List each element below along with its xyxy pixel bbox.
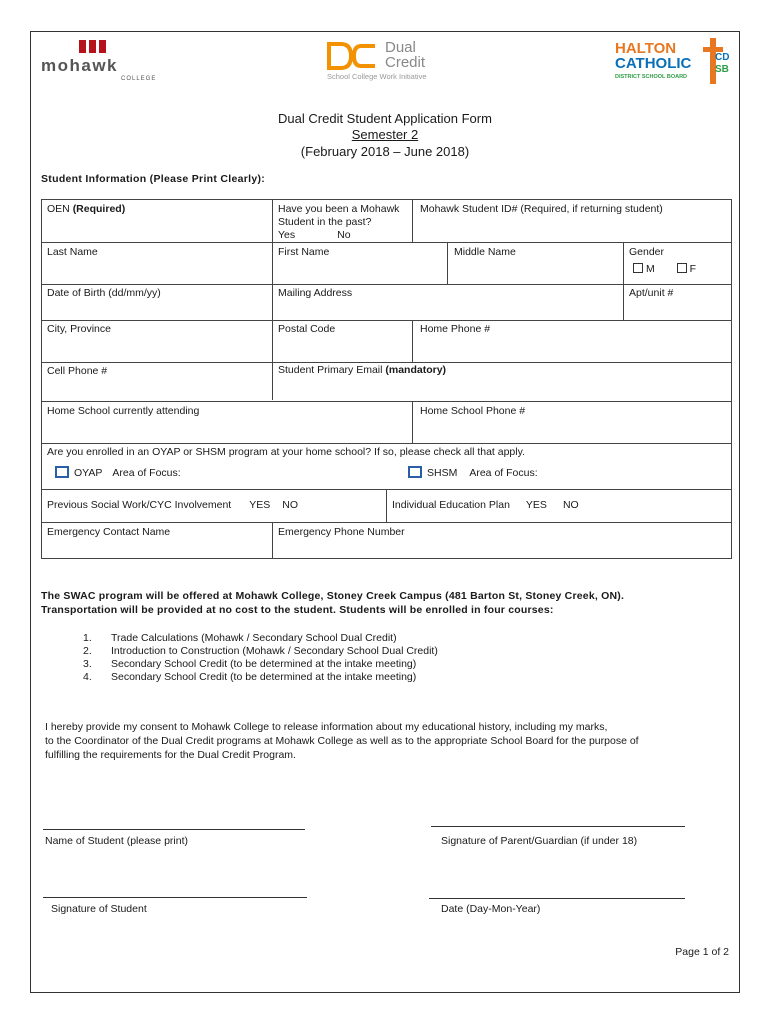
date-label: Date (Day-Mon-Year) — [441, 903, 541, 915]
district-board-word: DISTRICT SCHOOL BOARD — [615, 74, 688, 80]
dual-credit-sub: School College Work Initiative — [327, 72, 427, 81]
parent-signature-line[interactable] — [431, 826, 685, 827]
course-list — [83, 632, 438, 684]
date-line[interactable] — [429, 898, 685, 899]
postal-label: Postal Code — [278, 323, 336, 335]
gender-m-checkbox[interactable]: M — [633, 263, 655, 275]
date-range: (February 2018 – June 2018) — [300, 144, 470, 159]
catholic-word: CATHOLIC — [615, 55, 692, 72]
program-info-line-1: The SWAC program will be offered at Mohawk College, Stoney Creek Campus (481 Barton St, Stoney Creek, ON). — [41, 590, 625, 602]
mohawk-college-logo — [37, 36, 157, 84]
gender-options — [633, 263, 696, 276]
city-label: City, Province — [47, 323, 111, 335]
middle-name-label: Middle Name — [454, 246, 516, 258]
page-number: Page 1 of 2 — [675, 946, 729, 958]
dual-credit-word-1: Dual — [385, 39, 416, 56]
past-yes-option[interactable]: Yes — [278, 229, 296, 241]
email-label: Student Primary Email (mandatory) — [278, 364, 447, 376]
parent-signature-label: Signature of Parent/Guardian (if under 18) — [441, 835, 638, 847]
student-signature-line[interactable] — [43, 897, 307, 898]
prev-social-yes[interactable]: YES — [249, 499, 271, 511]
prev-social-label: Previous Social Work/CYC Involvement YES NO — [47, 499, 298, 511]
dual-credit-word-2: Credit — [385, 54, 426, 71]
first-name-label: First Name — [278, 246, 330, 258]
emergency-name-label: Emergency Contact Name — [47, 526, 171, 538]
oyap-question: Are you enrolled in an OYAP or SHSM program at your home school? If so, please check all that apply. — [47, 446, 525, 458]
program-info-line-2: Transportation will be provided at no cost to the student. Students will be enrolled in four courses: — [41, 604, 554, 616]
dob-label: Date of Birth (dd/mm/yy) — [47, 287, 161, 299]
gender-f-checkbox[interactable]: F — [677, 263, 696, 275]
form-title: Dual Credit Student Application Form — [278, 111, 492, 126]
dual-credit-logo — [327, 40, 457, 84]
form-page — [30, 31, 740, 993]
iep-yes[interactable]: YES — [525, 499, 547, 511]
iep-no[interactable]: NO — [562, 499, 579, 511]
consent-paragraph: I hereby provide my consent to Mohawk College to release information about my educational history, including my marks, to the Coordinator of the Dual Credit programs at Mohawk College as well as to the appropriate School Board for the purpose of fulfilling the requirements for the Dual Credit Program. — [45, 721, 639, 761]
halton-catholic-logo — [615, 38, 739, 84]
list-item: 2. Introduction to Construction (Mohawk / Secondary School Dual Credit) — [83, 645, 438, 657]
student-id-label: Mohawk Student ID# (Required, if returning student) — [420, 203, 663, 215]
list-item: 1. Trade Calculations (Mohawk / Secondary School Dual Credit) — [83, 632, 397, 644]
mailing-label: Mailing Address — [278, 287, 353, 299]
emergency-phone-label: Emergency Phone Number — [278, 526, 405, 538]
oen-label: OEN (Required) — [47, 203, 126, 215]
halton-cd: CD — [715, 52, 730, 63]
halton-sb: SB — [715, 64, 729, 75]
mohawk-logo-sub: COLLEGE — [121, 76, 157, 82]
list-item: 3. Secondary School Credit (to be determined at the intake meeting) — [83, 658, 417, 670]
oyap-option: OYAP Area of Focus: — [55, 466, 181, 480]
mohawk-past-question: Have you been a Mohawk Student in the past? Yes No — [278, 203, 400, 241]
prev-social-no[interactable]: NO — [282, 499, 298, 511]
dual-credit-mark-icon — [327, 42, 377, 70]
semester-label: Semester 2 — [351, 127, 419, 142]
apt-label: Apt/unit # — [629, 287, 674, 299]
iep-label: Individual Education Plan YES NO — [392, 499, 579, 511]
home-school-label: Home School currently attending — [47, 405, 200, 417]
home-phone-label: Home Phone # — [420, 323, 491, 335]
student-signature-label: Signature of Student — [51, 903, 147, 915]
home-school-phone-label: Home School Phone # — [420, 405, 526, 417]
oyap-checkbox[interactable] — [55, 466, 69, 478]
shsm-checkbox[interactable] — [408, 466, 422, 478]
mohawk-logo-word: mohawk — [41, 56, 119, 75]
past-no-option[interactable]: No — [337, 229, 351, 241]
name-student-label: Name of Student (please print) — [45, 835, 188, 847]
halton-word: HALTON — [615, 40, 677, 57]
gender-label: Gender — [629, 246, 665, 258]
last-name-label: Last Name — [47, 246, 98, 258]
name-student-line[interactable] — [43, 829, 305, 830]
cell-phone-label: Cell Phone # — [47, 365, 108, 377]
list-item: 4. Secondary School Credit (to be determined at the intake meeting) — [83, 671, 417, 683]
shsm-option: SHSM Area of Focus: — [408, 466, 538, 480]
section-heading: Student Information (Please Print Clearly): — [41, 173, 266, 185]
